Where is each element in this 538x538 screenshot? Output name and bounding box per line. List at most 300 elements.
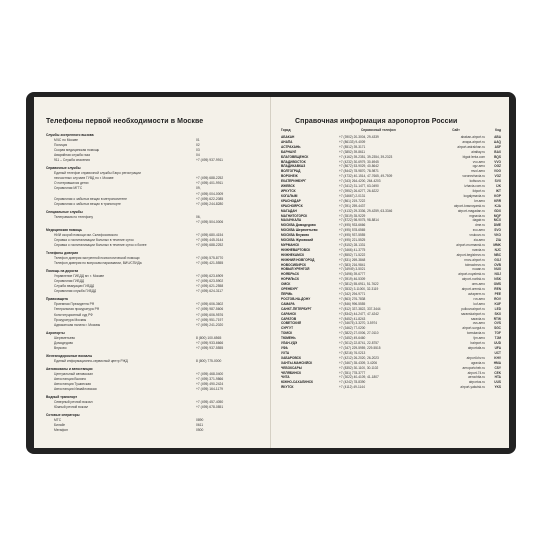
- item-label: Автостанция Измайловская: [54, 387, 97, 392]
- city-cell: УХТА: [281, 350, 290, 355]
- site-cell: airport-noyabrsk.ru: [458, 272, 485, 277]
- code-cell: ASF: [494, 144, 501, 149]
- code-cell: SKX: [494, 311, 501, 316]
- code-cell: KHV: [494, 355, 501, 360]
- phone-cell: +7 (3012) 22-8741, 22-8757: [339, 341, 379, 346]
- phone-number: +7 (495) 468-0400: [196, 371, 224, 376]
- site-cell: airport-murmansk.ru: [456, 242, 485, 247]
- phone-cell: +7 (347) 229-5959, 229-5515: [339, 345, 381, 350]
- site-cell: nvavia.ru: [472, 247, 485, 252]
- item-label: Центральный автовокзал: [54, 371, 93, 376]
- item-label: МЧС по Москве: [54, 138, 78, 143]
- site-cell: rov.aero: [473, 296, 485, 301]
- item-label: Помощь на дорогах: [46, 269, 79, 274]
- phone-cell: +7 (3952) 26-6277, 26-6222: [339, 188, 379, 193]
- item-label: Служба эвакуации ГИБДД: [54, 284, 95, 289]
- site-cell: ovs.aero: [472, 321, 485, 326]
- item-label: Генеральная прокуратура РФ: [54, 307, 100, 312]
- code-cell: VVO: [494, 159, 501, 164]
- code-cell: IKT: [495, 188, 501, 193]
- city-cell: ЯКУТСК: [281, 385, 294, 390]
- column-header-site: Сайт: [452, 128, 460, 132]
- site-cell: dagair.ru: [472, 218, 485, 223]
- phone-number: +7 (495) 401-9911: [196, 181, 223, 186]
- column-header-phone: Справочный телефон: [361, 128, 396, 132]
- code-cell: ROV: [494, 296, 501, 301]
- item-label: Справочная служба ГИБДД: [54, 289, 97, 294]
- city-cell: МАГАДАН: [281, 208, 297, 213]
- item-label: Водный транспорт: [46, 395, 78, 400]
- item-label: О потерявшихся детях: [54, 181, 89, 186]
- column-header-city: Город: [281, 128, 291, 132]
- city-cell: САРАНСК: [281, 311, 297, 316]
- site-cell: airport-magadan.ru: [457, 208, 485, 213]
- phone-cell: +7 (8442) 78-9870, 78-9871: [339, 169, 379, 174]
- code-cell: ABA: [494, 135, 501, 139]
- item-label: Северный речной вокзал: [54, 400, 93, 405]
- item-label: Приемная Президента РФ: [54, 302, 95, 307]
- table-body: [281, 135, 503, 390]
- code-cell: LED: [494, 306, 501, 311]
- phone-number: +7 (495) 606-3602: [196, 302, 224, 307]
- item-label: Справочная МГТС: [54, 186, 83, 191]
- list-item: [46, 387, 264, 392]
- site-cell: ugravia.ru: [470, 360, 485, 365]
- phone-cell: +7 (495) 578-6565: [339, 228, 366, 233]
- item-label: Правозащита: [46, 297, 68, 302]
- item-label: Телефоны доверия: [46, 250, 79, 255]
- city-cell: РОСТОВ-НА-ДОНУ: [281, 296, 311, 301]
- city-cell: МОСКВА Жуковский: [281, 238, 314, 243]
- phone-cell: +7 (3466) 41-3775: [339, 247, 366, 252]
- code-cell: CEK: [494, 370, 501, 375]
- phone-cell: +7 (34667) 2-0131: [339, 193, 366, 198]
- code-cell: SVO: [494, 228, 501, 233]
- city-cell: ЕКАТЕРИНБУРГ: [281, 179, 307, 184]
- city-cell: КРАСНОДАР: [281, 198, 301, 203]
- item-label: Единый информационно-сервисный центр РЖД: [54, 358, 128, 363]
- phone-cell: +7 (4732) 40-1514, 47-7665, 49-7509: [339, 174, 393, 179]
- notebook-spread: [26, 92, 516, 454]
- phone-number: +7 (495) 951-7197: [196, 317, 224, 322]
- code-cell: PEE: [494, 292, 501, 296]
- phone-number: +7 (495) 680-4154: [196, 232, 224, 237]
- code-cell: VOG: [493, 169, 501, 174]
- item-label: Домодедово: [54, 340, 74, 345]
- site-cell: vvo.aero: [472, 159, 485, 164]
- phone-cell: +7 (4232) 30-6979, 30-6945: [339, 159, 379, 164]
- city-cell: ВОРОНЕЖ: [281, 174, 298, 179]
- phone-cell: +7 (86133) 9-4009: [339, 139, 366, 144]
- city-cell: ИЖЕВСК: [281, 184, 295, 189]
- phone-number: +7 (495) 244-8280: [196, 201, 224, 206]
- item-label: МТС: [54, 418, 62, 423]
- phone-number: +7 (495) 623-6909: [196, 274, 224, 279]
- phone-cell: +7 (3412) 31-1477, 63-0490: [339, 184, 379, 189]
- phone-cell: +7 (342) 294-9771: [339, 292, 366, 296]
- code-cell: REN: [494, 287, 501, 292]
- code-cell: KUF: [494, 301, 501, 306]
- city-cell: ВЛАДИКАВКАЗ: [281, 164, 306, 169]
- code-cell: SGC: [494, 326, 501, 331]
- code-cell: AAQ: [493, 139, 501, 144]
- item-label: Конституционный суд РФ: [54, 312, 93, 317]
- site-cell: airport.khv.ru: [466, 355, 485, 360]
- city-cell: САРАТОВ: [281, 316, 297, 321]
- site-cell: saranskairport.ru: [461, 311, 485, 316]
- phone-number: +7 (495) 622-2085: [196, 196, 224, 201]
- item-label: Южный речной вокзал: [54, 405, 89, 410]
- code-cell: YKS: [494, 385, 501, 390]
- phone-number: +7 (495) 624-3117: [196, 289, 223, 294]
- phone-number: +7 (495) 004-0009: [196, 191, 224, 196]
- site-cell: pulkovoairport.ru: [461, 306, 485, 311]
- site-cell: airport-yakutsk.ru: [460, 385, 485, 390]
- city-cell: ВЛАДИВОСТОК: [281, 159, 306, 164]
- item-label: Шереметьево: [54, 335, 76, 340]
- phone-number: 01: [196, 138, 200, 143]
- phone-number: +7 (495) 621-2558: [196, 284, 224, 289]
- item-label: Справка о госпитализации больных в течение суток и более: [54, 242, 147, 247]
- phone-number: +7 (495) 421-5555: [196, 261, 224, 266]
- table-header: [281, 128, 503, 135]
- phone-number: 0611: [196, 423, 204, 428]
- phone-number: +7 (495) 987-5606: [196, 307, 224, 312]
- phone-number: 03: [196, 148, 200, 153]
- phone-number: +7 (495) 457-4050: [196, 400, 224, 405]
- code-cell: NUX: [494, 267, 501, 272]
- item-label: Полиция: [54, 143, 68, 148]
- code-cell: NBC: [494, 252, 501, 257]
- phone-cell: +7 (343) 264-4200, 264-4203: [339, 179, 381, 184]
- phone-cell: +7 (495) 221-5525: [339, 238, 366, 243]
- code-cell: NSK: [494, 277, 501, 282]
- code-cell: GOJ: [494, 257, 501, 262]
- city-cell: САНКТ-ПЕТЕРБУРГ: [281, 306, 312, 311]
- code-cell: TJM: [494, 336, 501, 341]
- site-cell: airport-74.ru: [467, 370, 485, 375]
- item-label: Билайн: [54, 423, 66, 428]
- city-cell: ХАБАРОВСК: [281, 355, 301, 360]
- item-label: Мегафон: [54, 428, 68, 433]
- city-cell: ЮЖНО-САХАЛИНСК: [281, 380, 313, 385]
- phone-cell: +7 (831) 269-3848: [339, 257, 366, 262]
- phone-cell: +7 (812) 337-3822, 337-3444: [339, 306, 381, 311]
- code-cell: DME: [493, 223, 501, 228]
- city-cell: НИЖНЕВАРТОВСК: [281, 247, 311, 252]
- site-cell: airportufa.ru: [467, 345, 485, 350]
- phone-cell: +7 (8216) 76-0213: [339, 350, 366, 355]
- phone-number: +7 (495) 688-2252: [196, 242, 224, 247]
- phone-cell: +7 (34675) 3-3270, 3-5974: [339, 321, 378, 326]
- code-cell: NJC: [494, 247, 501, 252]
- list-item: [46, 323, 264, 328]
- phone-cell: +7 (3822) 27-0006, 27-0110: [339, 331, 379, 336]
- city-cell: НОРИЛЬСК: [281, 277, 299, 282]
- phone-number: 8 (800) 775-0000: [196, 358, 222, 363]
- item-label: Единый телефон справочной службы Бюро регистрации: [54, 171, 141, 176]
- phone-number: +7 (495) 623-5902: [196, 279, 224, 284]
- phone-cell: +7 (3852) 39-8611: [339, 149, 366, 154]
- phone-number: +7 (495) 371-9866: [196, 377, 224, 382]
- list-item: [46, 359, 264, 364]
- item-label: Управление ГИБДД мт. г. Москве: [54, 274, 105, 279]
- city-cell: АНАПА: [281, 139, 293, 144]
- phone-number: 0890: [196, 418, 204, 423]
- site-cell: blgair.lenta.com: [462, 154, 485, 159]
- phone-cell: +7 (4212) 26-2020, 26-2023: [339, 355, 379, 360]
- site-cell: nuaan.ru: [472, 267, 485, 272]
- site-cell: tjm.aero: [473, 336, 485, 341]
- site-cell: krr.aero: [474, 198, 485, 203]
- phone-cell: +7 (3496) 39-6777: [339, 272, 366, 277]
- item-label: Службы экстренного вызова: [46, 133, 94, 137]
- phone-cell: +7 (4132) 29-3336, 29-4259, 63-3346: [339, 208, 393, 213]
- site-cell: mvol.aero: [471, 169, 485, 174]
- city-cell: МАГНИТОГОРСК: [281, 213, 308, 218]
- item-label: Справка о госпитализации больных в течение суток: [54, 237, 134, 242]
- phone-number: +7 (495) 937-9911: [196, 158, 223, 163]
- city-cell: НИЖНИЙ НОВГОРОД: [281, 257, 315, 262]
- site-cell: airaltay.ru: [471, 149, 485, 154]
- code-cell: NOJ: [494, 272, 501, 277]
- page-title: Справочная информация аэропортов России: [295, 118, 458, 125]
- phone-number: +7 (495) 445-0144: [196, 237, 224, 242]
- code-cell: BQS: [494, 154, 501, 159]
- site-cell: anapa-airport.ru: [462, 139, 485, 144]
- site-cell: izhavia.com.ru: [464, 184, 485, 189]
- city-cell: АСТРАХАНЬ: [281, 144, 301, 149]
- page-title: Телефоны первой необходимости в Москве: [46, 118, 204, 125]
- city-cell: НОВОСИБИРСК: [281, 262, 306, 267]
- list-item: [46, 158, 264, 163]
- code-cell: HMA: [493, 360, 501, 365]
- airport-table: [281, 128, 503, 390]
- city-cell: НОЯБРЬСК: [281, 272, 299, 277]
- table-row: [281, 385, 503, 390]
- item-label: 911 – Служба спасения: [54, 158, 90, 163]
- phone-cell: +7 (391) 259-4437: [339, 203, 366, 208]
- phone-cell: +7 (3462) 77-0200: [339, 326, 366, 331]
- code-cell: UFA: [494, 345, 501, 350]
- phone-number: +7 (495) 606-9576: [196, 312, 224, 317]
- phone-cell: +7 (8722) 98-9075, 98-8814: [339, 218, 379, 223]
- phone-number: 0500: [196, 428, 204, 433]
- item-label: Автостанция Выхино: [54, 377, 87, 382]
- site-cell: nnov-airport.ru: [464, 257, 485, 262]
- phone-cell: +7 (383) 216-9841: [339, 262, 366, 267]
- phone-cell: +7 (3519) 35-9229: [339, 213, 366, 218]
- city-cell: УЛАН-УДЭ: [281, 341, 298, 346]
- phone-cell: +7 (3812) 55-6911, 51-7622: [339, 282, 379, 287]
- phone-number: +7 (495) 241-2020: [196, 322, 224, 327]
- site-cell: voronezhavia.ru: [462, 174, 485, 179]
- phone-cell: +7 (3532) 3-11000, 32-3119: [339, 287, 379, 292]
- site-cell: kuf.aero: [473, 301, 485, 306]
- item-label: Аэропорты: [46, 330, 65, 335]
- phone-cell: +7 (3467) 35-4309, 3-4206: [339, 360, 378, 365]
- site-cell: tomskavia.ru: [466, 331, 485, 336]
- site-cell: oms.aero: [471, 282, 485, 287]
- site-cell: airportus.ru: [468, 380, 485, 385]
- code-cell: MCX: [493, 218, 501, 223]
- code-cell: MMK: [493, 242, 501, 247]
- phone-cell: +7 (4162) 39-2351, 39-2354, 39-2323: [339, 154, 393, 159]
- phone-cell: +7 (4112) 49-1144: [339, 385, 365, 390]
- site-cell: tolmachevo.ru: [464, 262, 485, 267]
- phone-number: +7 (495) 575-8770: [196, 256, 224, 261]
- site-cell: airport-norilsk.ru: [461, 277, 485, 282]
- phone-cell: +7 (861) 219-7222: [339, 198, 366, 203]
- city-cell: ОРЕНБУРГ: [281, 287, 299, 292]
- phone-cell: +7 (863) 276-7838: [339, 296, 366, 301]
- list-item: [46, 202, 264, 207]
- code-cell: OGZ: [494, 164, 501, 169]
- item-label: Справочные службы: [46, 166, 81, 171]
- item-label: Телефон доверия экстренной психологической помощи: [54, 256, 140, 261]
- item-label: Справочная о забытых вещах в метрополитене: [54, 196, 127, 201]
- city-cell: ВОЛГОГРАД: [281, 169, 301, 174]
- item-label: несчастных случаев ГУВД по г. Москве: [54, 176, 114, 181]
- list-item: [46, 261, 264, 266]
- site-cell: dme.ru: [475, 223, 485, 228]
- phone-cell: +7 (351) 778-3777: [339, 370, 366, 375]
- phone-cell: +7 (3902) 20-3004, 29-4339: [339, 135, 379, 139]
- site-cell: vnukovo.ru: [469, 233, 485, 238]
- list-item: [46, 346, 264, 351]
- code-cell: OMS: [493, 282, 501, 287]
- item-label: Медицинская помощь: [46, 227, 83, 232]
- site-cell: saravia.ru: [471, 316, 485, 321]
- phone-cell: +7 (8452) 41-8243: [339, 316, 366, 321]
- code-cell: ZIA: [495, 238, 501, 243]
- code-cell: VKO: [494, 233, 501, 238]
- item-label: Телеграмма по телефону: [54, 214, 93, 219]
- city-cell: ТОМСК: [281, 331, 293, 336]
- item-label: Автовокзалы и автостанции: [46, 366, 93, 371]
- city-cell: ТЮМЕНЬ: [281, 336, 296, 341]
- code-cell: KJA: [494, 203, 501, 208]
- list-item: [46, 289, 264, 294]
- list-item: [46, 405, 264, 410]
- item-label: Адвокатская палата г. Москвы: [54, 322, 101, 327]
- phone-cell: +7 (8152) 28-1331: [339, 242, 366, 247]
- site-cell: airport.astrakhan.ru: [457, 144, 485, 149]
- site-cell: airport-surgut.ru: [462, 326, 485, 331]
- code-cell: RTW: [493, 316, 501, 321]
- phone-cell: +7 (3022) 40-4109, 41-1807: [339, 375, 379, 380]
- phone-cell: +7 (8342) 44-2477, 47-4242: [339, 311, 379, 316]
- phone-number: +7 (495) 937-5555: [196, 345, 224, 350]
- list-item: [46, 220, 264, 225]
- site-cell: koltsovo.ru: [469, 179, 485, 184]
- item-label: Аварийная служба газа: [54, 153, 90, 158]
- site-cell: abakan-airport.ru: [460, 135, 485, 139]
- phone-cell: +7 (34949) 3-5021: [339, 267, 366, 272]
- site-cell: aerochita.ru: [468, 375, 485, 380]
- phone-number: +7 (495) 504-0006: [196, 219, 224, 224]
- city-cell: СОВЕТСКИЙ: [281, 321, 301, 326]
- city-cell: БЛАГОВЕЩЕНСК: [281, 154, 309, 159]
- column-header-code: Код: [495, 128, 501, 132]
- site-cell: iktport.ru: [472, 188, 485, 193]
- site-cell: aeroportcheb.ru: [462, 365, 485, 370]
- city-cell: МОСКВА Шереметьево: [281, 228, 318, 233]
- city-cell: ЧЕБОКСАРЫ: [281, 365, 302, 370]
- code-cell: CSY: [494, 365, 501, 370]
- code-cell: SVX: [494, 179, 501, 184]
- phone-cell: +7 (8672) 53-9029, 40-8642: [339, 164, 379, 169]
- right-page: [271, 97, 509, 448]
- city-cell: КРАСНОЯРСК: [281, 203, 303, 208]
- code-cell: KRR: [494, 198, 501, 203]
- item-label: Справочная ГИБДД: [54, 279, 85, 284]
- city-cell: АБАКАН: [281, 135, 295, 139]
- code-cell: VOZ: [494, 174, 501, 179]
- phone-number: +7 (495) 678-0851: [196, 405, 224, 410]
- code-cell: MQF: [493, 213, 501, 218]
- phone-cell: +7 (8352) 30-1100, 30-1102: [339, 365, 379, 370]
- code-cell: GDX: [494, 208, 501, 213]
- site-cell: zia.aero: [473, 238, 485, 243]
- item-label: Железнодорожные вокзалы: [46, 353, 93, 358]
- city-cell: БАРНАУЛ: [281, 149, 297, 154]
- phone-number: +7 (495) 164-1179: [196, 387, 223, 392]
- left-page: [34, 97, 272, 448]
- city-cell: НОВЫЙ УРЕНГОЙ: [281, 267, 310, 272]
- emergency-phone-list: [46, 133, 264, 433]
- site-cell: svo.aero: [472, 228, 485, 233]
- item-label: Прокуратура Москвы: [54, 317, 87, 322]
- code-cell: BAX: [494, 149, 501, 154]
- phone-number: +7 (495) 933-6666: [196, 340, 224, 345]
- city-cell: МОСКВА Внуково: [281, 233, 310, 238]
- phone-number: 02: [196, 143, 200, 148]
- item-label: Автостанция Тушинская: [54, 382, 91, 387]
- phone-number: +7 (495) 688-2252: [196, 176, 224, 181]
- site-cell: airport-krasnoyarsk.ru: [454, 203, 485, 208]
- phone-cell: +7 (846) 996-5555: [339, 301, 366, 306]
- phone-cell: +7 (3452) 49-6460: [339, 336, 366, 341]
- city-cell: СУРГУТ: [281, 326, 294, 331]
- phone-cell: +7 (3919) 46-5309: [339, 277, 366, 282]
- phone-cell: +7 (495) 933-6666: [339, 223, 366, 228]
- city-cell: ЧИТА: [281, 375, 290, 380]
- phone-cell: +7 (4242) 78-8390: [339, 380, 366, 385]
- city-cell: ЧЕЛЯБИНСК: [281, 370, 302, 375]
- code-cell: OVB: [494, 262, 501, 267]
- city-cell: ИРКУТСК: [281, 188, 296, 193]
- city-cell: ХАНТЫ-МАНСИЙСК: [281, 360, 313, 365]
- code-cell: HTA: [494, 375, 501, 380]
- city-cell: НИЖНЕКАМСК: [281, 252, 305, 257]
- city-cell: КОГАЛЫМ: [281, 193, 298, 198]
- list-item: [46, 428, 264, 433]
- phone-cell: +7 (495) 937-5555: [339, 233, 366, 238]
- phone-number: 09,: [196, 186, 201, 191]
- city-cell: ПЕРМЬ: [281, 292, 293, 296]
- site-cell: airport-begishevo.ru: [456, 252, 485, 257]
- phone-number: 04: [196, 153, 200, 158]
- city-cell: САМАРА: [281, 301, 295, 306]
- item-label: Специальные службы: [46, 209, 83, 214]
- site-cell: bairport.ru: [470, 341, 485, 346]
- item-label: Скорая медицинская помощь: [54, 148, 100, 153]
- code-cell: OVS: [494, 321, 501, 326]
- code-cell: UCT: [494, 350, 501, 355]
- code-cell: UUS: [494, 380, 501, 385]
- site-cell: airport.orensk.ru: [461, 287, 485, 292]
